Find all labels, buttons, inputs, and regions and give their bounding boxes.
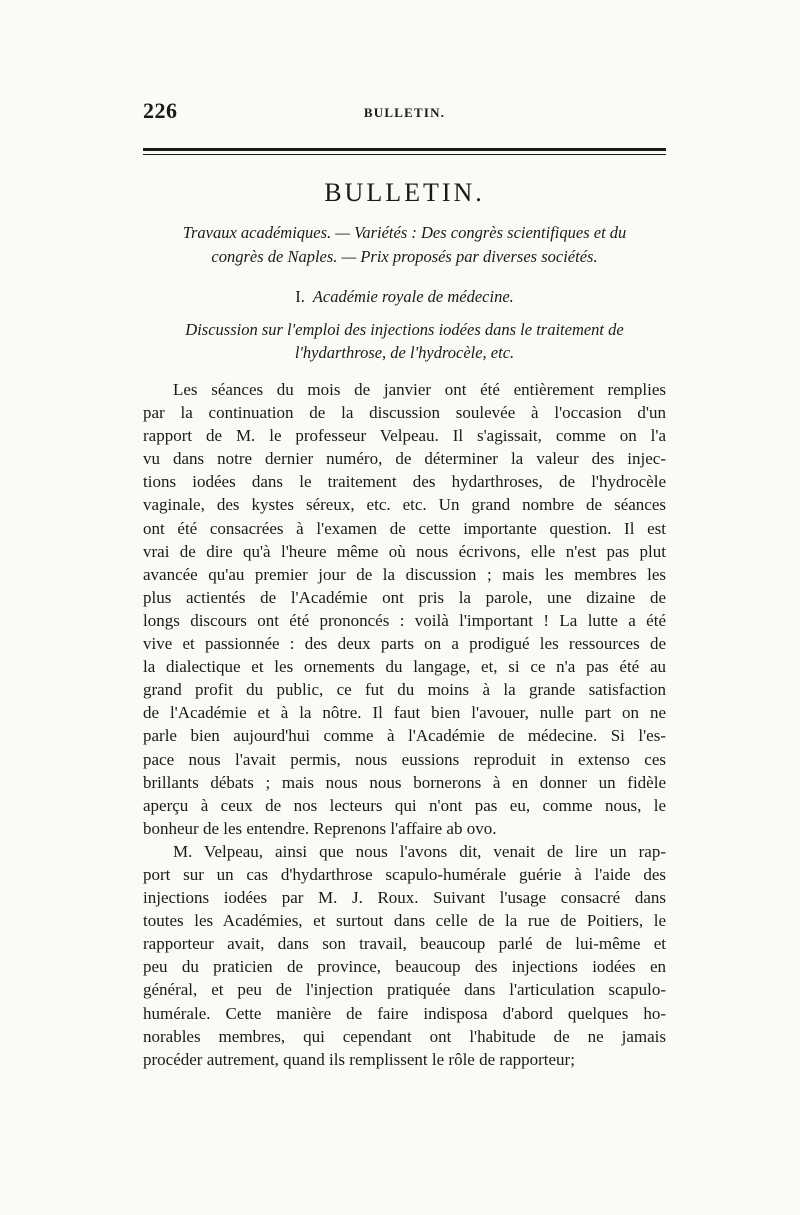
text-line: toutes les Académies, et surtout dans celle de la rue de Poitiers, le xyxy=(143,911,666,931)
rule-thin xyxy=(143,154,666,155)
text-line: grand profit du public, ce fut du moins à la grande satisfaction xyxy=(143,680,666,700)
text-line: par la continuation de la discussion soulevée à l'occasion d'un xyxy=(143,403,666,423)
text-line: avancée qu'au premier jour de la discussion ; mais les membres les xyxy=(143,564,666,584)
text-line: plus actientés de l'Académie ont pris la parole, une dizaine de xyxy=(143,587,666,607)
discussion-heading-line-2: l'hydarthrose, de l'hydrocèle, etc. xyxy=(294,343,515,362)
text-line: tions iodées dans le traitement des hydarthroses, de l'hydrocèle xyxy=(143,472,666,492)
text-line: de l'Académie et à la nôtre. Il faut bien l'avouer, nulle part on ne xyxy=(143,703,666,723)
page-number: 226 xyxy=(143,98,178,123)
text-line: pace nous l'avait permis, nous eussions reproduit in extenso ces xyxy=(143,749,666,769)
text-line: ont été consacrées à l'examen de cette importante question. Il est xyxy=(143,518,666,538)
text-line: vu dans notre dernier numéro, de déterminer la valeur des injec- xyxy=(143,449,666,469)
running-head xyxy=(143,98,666,130)
text-line: peu du praticien de province, beaucoup des injections iodées en xyxy=(143,957,666,977)
academy-name: Académie royale de médecine. xyxy=(312,287,514,306)
running-title: BULLETIN. xyxy=(363,105,446,120)
text-line: aperçu à ceux de nos lecteurs qui n'ont pas eu, comme nous, le xyxy=(143,795,666,815)
text-line: longs discours ont été prononcés : voilà l'important ! La lutte a été xyxy=(143,610,666,630)
text-line: vrai de dire qu'à l'heure même où nous écrivons, elle n'est pas plut xyxy=(143,541,666,561)
text-line: rapport de M. le professeur Velpeau. Il s'agissait, comme on l'a xyxy=(143,426,666,446)
contents-summary xyxy=(143,221,666,269)
rule-thick xyxy=(143,148,666,151)
text-line: humérale. Cette manière de faire indisposa d'abord quelques ho- xyxy=(143,1003,666,1023)
discussion-heading xyxy=(143,318,666,364)
section-title: BULLETIN. xyxy=(324,178,485,207)
text-line: général, et peu de l'injection pratiquée dans l'articulation scapulo- xyxy=(143,980,666,1000)
section-number: I. xyxy=(295,287,305,306)
body-text xyxy=(143,378,666,1071)
text-line: M. Velpeau, ainsi que nous l'avons dit, venait de lire un rap- xyxy=(173,841,666,861)
contents-summary-line-2: congrès de Naples. — Prix proposés par diverses sociétés. xyxy=(211,247,598,266)
text-line: la dialectique et les ornements du langage, et, si ce n'a pas été au xyxy=(143,657,666,677)
text-line: vaginale, des kystes séreux, etc. etc. Un grand nombre de séances xyxy=(143,495,666,515)
text-line: bonheur de les entendre. Reprenons l'affaire ab ovo. xyxy=(143,818,497,838)
text-line: injections iodées par M. J. Roux. Suivant l'usage consacré dans xyxy=(143,888,666,908)
text-line: rapporteur avait, dans son travail, beaucoup parlé de lui-même et xyxy=(143,934,666,954)
text-line: norables membres, qui cependant ont l'habitude de ne jamais xyxy=(143,1026,666,1046)
text-line: brillants débats ; mais nous nous bornerons à en donner un fidèle xyxy=(143,772,666,792)
text-line: vive et passionnée : des deux parts on a prodigué les ressources de xyxy=(143,634,666,654)
discussion-heading-line-1: Discussion sur l'emploi des injections iodées dans le traitement de xyxy=(185,320,624,339)
text-line: Les séances du mois de janvier ont été entièrement remplies xyxy=(173,380,666,399)
text-line: procéder autrement, quand ils remplissent le rôle de rapporteur; xyxy=(143,1049,575,1069)
text-line: port sur un cas d'hydarthrose scapulo-humérale guérie à l'aide des xyxy=(143,864,666,884)
academy-heading xyxy=(143,285,666,309)
header-double-rule xyxy=(143,148,666,158)
text-line: parle bien aujourd'hui comme à l'Académie de médecine. Si l'es- xyxy=(143,726,666,746)
contents-summary-line-1: Travaux académiques. — Variétés : Des congrès scientifiques et du xyxy=(182,223,627,242)
